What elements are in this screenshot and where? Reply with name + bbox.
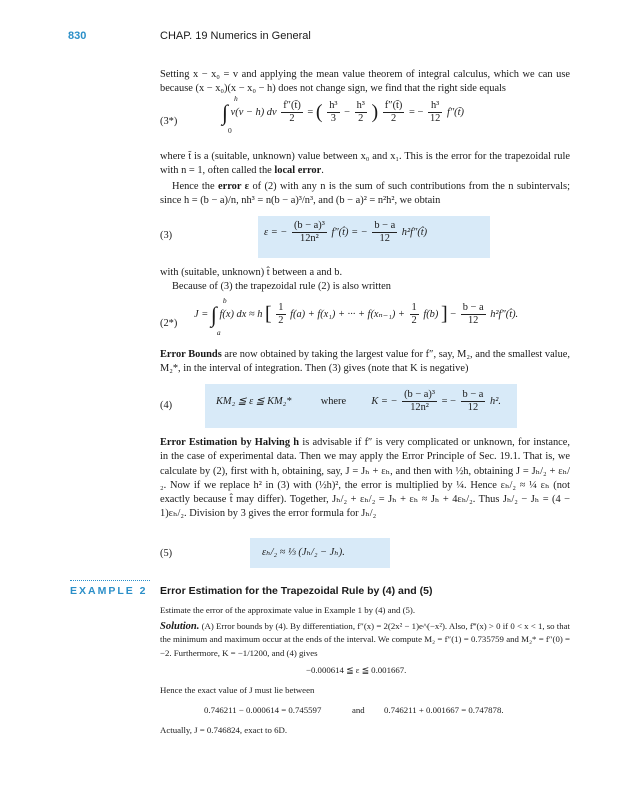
equation-body: f(b) — [423, 308, 439, 320]
frac-num: b − a — [462, 389, 484, 400]
example-label: EXAMPLE 2 — [70, 585, 148, 597]
equation-mid: f″(t̂) = − — [331, 226, 368, 238]
frac-num: f″(t̃) — [283, 100, 301, 111]
paragraph-local-error: where t̃ is a (suitable, unknown) value between x₀ and x₁. This is the error for the trapezoidal rule with n = 1, often called the local error. — [160, 151, 570, 177]
frac-den: 12 — [467, 402, 479, 413]
frac-num: 1 — [278, 302, 284, 313]
example-intro: Estimate the error of the approximate value in Example 1 by (4) and (5). — [160, 605, 416, 615]
frac-num: (b − a)³ — [404, 389, 435, 400]
frac-num: 1 — [411, 302, 417, 313]
chapter-title: CHAP. 19 Numerics in General — [160, 30, 311, 42]
frac-den: 2 — [289, 113, 295, 124]
equation-4 — [216, 389, 501, 414]
paragraph-halving: Error Estimation by Halving h is advisable if f″ is very complicated or unknown, for instance, in the case of experimental data. Then we may apply the Error Principle of Sec. 19.1. That is, we calculate by (2), first with h, obtaining, say, J = Jₕ + εₕ, and then with ½h, obtaining J = Jₕ/₂ + εₕ/₂. Now if we replace h² in (3) with (½h)², the error is multiplied by ¼. Hence εₕ/₂ ≈ ¼ εₕ (not exactly because t̂ may differ). Together, Jₕ/₂ + εₕ/₂ = Jₕ + εₕ ≈ Jₕ + 4εₕ/₂. Thus Jₕ/₂ − Jₕ = (4 − 1)εₕ/₂. Division by 3 gives the error formula for Jₕ/₂ — [160, 437, 570, 520]
equation-3star: ∫ h 0 v(v − h) dv $\frac{f''(t̃)}{2}$ = ( $\frac{\text{h³}}{3}$ − $\frac{\text{h³}}{2}$ ) $\frac{f''(t̃)}{2}$ = − $\frac{\text{h³}}{12}$ f″(t̃) — [222, 93, 464, 135]
equation-tail: h². — [490, 395, 501, 407]
frac-num: h³ — [329, 100, 338, 111]
equals-minus: = − — [441, 395, 456, 407]
frac-den: 12n² — [410, 402, 429, 413]
paragraph-error-bounds: Error Bounds are now obtained by taking the largest value for f″, say, M₂, and the smallest value, M₂*, in the interval of integration. Then (3) gives (note that K is negative) — [160, 349, 570, 375]
frac-num: h³ — [356, 100, 365, 111]
equation-2star: J = ∫ b a f(x) dx ≈ h [ $\frac{1}{2}$ f(a) + f(x₁) + ··· + f(xₙ₋₁) + $\frac{1}{2}$ f(b) ] − $\frac{b - a}{12}$ h²f″(t̂). — [194, 295, 519, 337]
integrand: v(v − h) dv — [230, 106, 277, 118]
frac-den: 2 — [391, 113, 397, 124]
paragraph-intro: Setting x − x₀ = v and applying the mean value theorem of integral calculus, which we can use because (x − x₀)(x − x₀ − h) does not change sign, we find that the right side equals — [160, 69, 570, 95]
frac-num: b − a — [374, 220, 396, 231]
where-word: where — [320, 395, 347, 407]
frac-den: 2 — [411, 315, 417, 326]
equation-label-5: (5) — [160, 548, 173, 559]
frac-den: 2 — [358, 113, 364, 124]
equation-body: f(x) dx ≈ h — [219, 308, 263, 320]
equation-tail: h²f″(t̂) — [401, 226, 428, 238]
equation-label-2star: (2*) — [160, 318, 178, 329]
integral-lower-limit: 0 — [228, 125, 232, 135]
equation-body: f(a) + f(x₁) + ··· + f(xₙ₋₁) + — [290, 308, 405, 320]
equals-sign: = — [307, 106, 314, 118]
example-range-and: and — [352, 705, 365, 715]
frac-den: 12 — [467, 315, 479, 326]
frac-den: 2 — [278, 315, 284, 326]
equation-k: K = − — [371, 395, 398, 407]
equation-lhs: J = — [194, 308, 209, 320]
example-title: Error Estimation for the Trapezoidal Rule by (4) and (5) — [160, 585, 433, 597]
frac-den: 12 — [429, 113, 441, 124]
minus-sign: − — [450, 308, 457, 320]
integral-sign: ∫ — [222, 99, 229, 125]
example-actually: Actually, J = 0.746824, exact to 6D. — [160, 725, 288, 735]
integral-sign: ∫ — [210, 301, 217, 327]
example-bounds: −0.000614 ≦ ε ≦ 0.001667. — [306, 665, 407, 675]
paragraph-trapezoid-written: Because of (3) the trapezoidal rule (2) is also written — [172, 281, 391, 292]
frac-num: b − a — [462, 302, 484, 313]
equation-5: εₕ/₂ ≈ ⅓ (Jₕ/₂ − Jₕ). — [262, 547, 345, 558]
frac-num: f″(t̃) — [384, 100, 403, 111]
equation-label-3: (3) — [160, 230, 173, 241]
frac-den: 3 — [330, 113, 336, 124]
integral-upper-limit: h — [234, 93, 238, 103]
equals-minus: = − — [409, 106, 424, 118]
equation-lhs: ε = − — [264, 226, 288, 238]
paragraph-error-sum: Hence the error ε of (2) with any n is the sum of such contributions from the n subintervals; since h = (b − a)/n, nh³ = n(b − a)³/n³, and (b − a)² = n²h², we obtain — [160, 181, 570, 207]
equation-bounds: KM₂ ≦ ε ≦ KM₂* — [216, 395, 292, 407]
example-solution: Solution. (A) Error bounds by (4). By differentiation, f″(x) = 2(2x² − 1)e^(−x²). Also, f‴(x) > 0 if 0 < x < 1, so that the minimum and maximum occur at the ends of the interval. We compute M₂ = f″(1) = 0.735759 and M₂* = f″(0) = −2. Furthermore, K = −1/1200, and (4) gives — [160, 621, 570, 658]
equation-tail: h²f″(t̂). — [490, 308, 519, 320]
equation-tail: f″(t̃) — [446, 106, 464, 118]
integral-lower-limit: a — [216, 327, 221, 337]
example-range-left: 0.746211 − 0.000614 = 0.745597 — [204, 705, 322, 715]
example-divider — [70, 580, 150, 581]
frac-num: (b − a)³ — [293, 220, 325, 231]
example-range-right: 0.746211 + 0.001667 = 0.747878. — [384, 705, 504, 715]
frac-num: h³ — [428, 100, 442, 113]
example-hence: Hence the exact value of J must lie between — [160, 685, 315, 695]
equation-label-4: (4) — [160, 400, 173, 411]
minus-sign: − — [344, 106, 350, 118]
paragraph-with-t: with (suitable, unknown) t̂ between a and b. — [160, 267, 343, 278]
integral-upper-limit: b — [222, 295, 227, 305]
page-number: 830 — [68, 30, 87, 42]
equation-3 — [264, 220, 427, 245]
equation-label-3star: (3*) — [160, 116, 178, 127]
frac-den: 12n² — [300, 233, 319, 244]
frac-den: 12 — [379, 233, 390, 244]
